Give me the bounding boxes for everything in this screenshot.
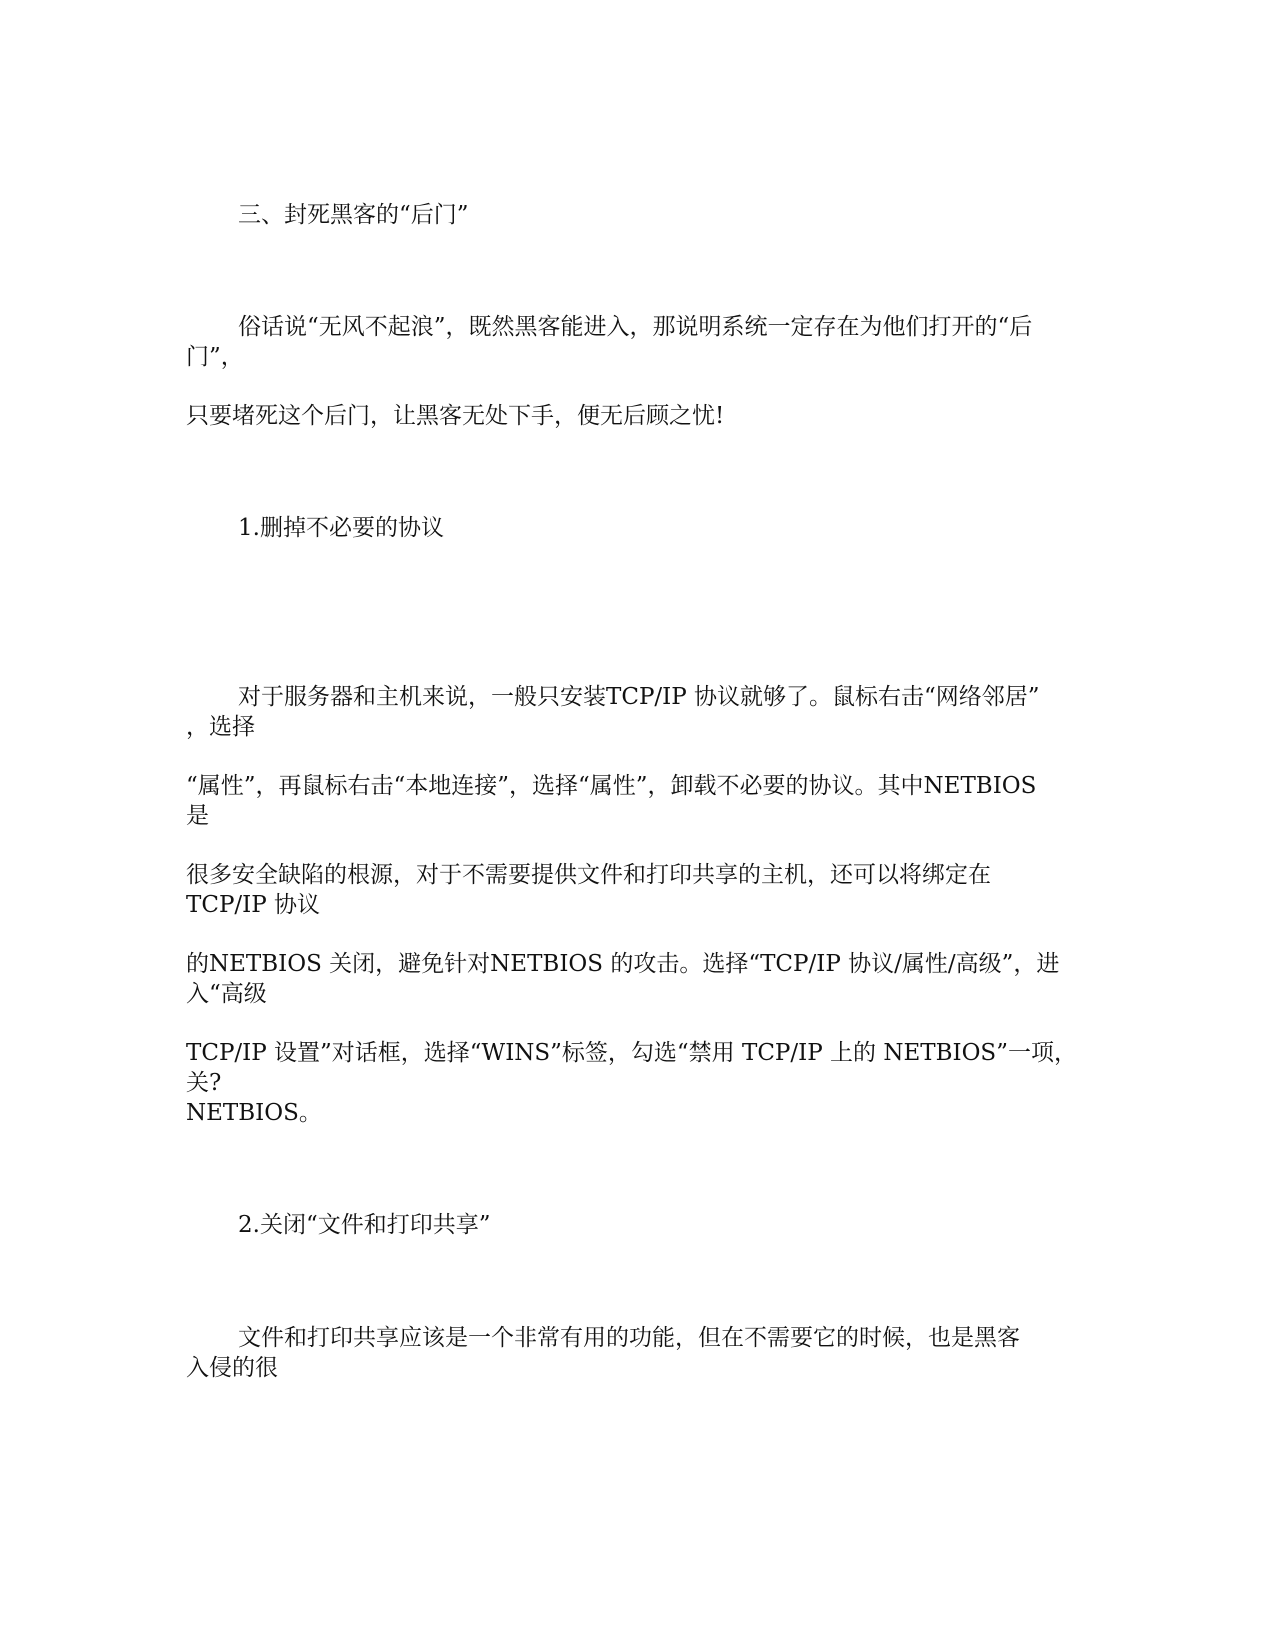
paragraph-line: 门”， <box>186 344 244 370</box>
paragraph-line: TCP/IP 协议 <box>186 892 321 918</box>
paragraph-line: 文件和打印共享应该是一个非常有用的功能，但在不需要它的时候，也是黑客 <box>238 1325 1020 1351</box>
subsection-heading: 1.删掉不必要的协议 <box>238 515 444 541</box>
paragraph-line: 入“高级 <box>186 981 267 1007</box>
paragraph-line: 对于服务器和主机来说，一般只安装TCP/IP 协议就够了。鼠标右击“网络邻居” <box>238 684 1040 710</box>
paragraph-line: 关? <box>186 1070 222 1096</box>
paragraph-line: 很多安全缺陷的根源，对于不需要提供文件和打印共享的主机，还可以将绑定在 <box>186 862 991 888</box>
paragraph-line: 俗话说“无风不起浪”，既然黑客能进入，那说明系统一定存在为他们打开的“后 <box>238 314 1033 340</box>
paragraph-line: 入侵的很 <box>186 1355 278 1381</box>
paragraph-line: 的NETBIOS 关闭，避免针对NETBIOS 的攻击。选择“TCP/IP 协议/属性/高级”，进 <box>186 951 1060 977</box>
paragraph-line: ，选择 <box>186 714 255 740</box>
section-heading: 三、封死黑客的“后门” <box>238 202 469 228</box>
paragraph-line: TCP/IP 设置”对话框，选择“WINS”标签，勾选“禁用 TCP/IP 上的 NETBIOS”一项， <box>186 1040 1077 1066</box>
paragraph-line: “属性”，再鼠标右击“本地连接”，选择“属性”，卸载不必要的协议。其中NETBIOS <box>186 773 1037 799</box>
subsection-heading: 2.关闭“文件和打印共享” <box>238 1212 491 1238</box>
paragraph-line: 是 <box>186 803 209 829</box>
paragraph-line: NETBIOS。 <box>186 1100 322 1126</box>
paragraph-line: 只要堵死这个后门，让黑客无处下手，便无后顾之忧! <box>186 403 725 429</box>
